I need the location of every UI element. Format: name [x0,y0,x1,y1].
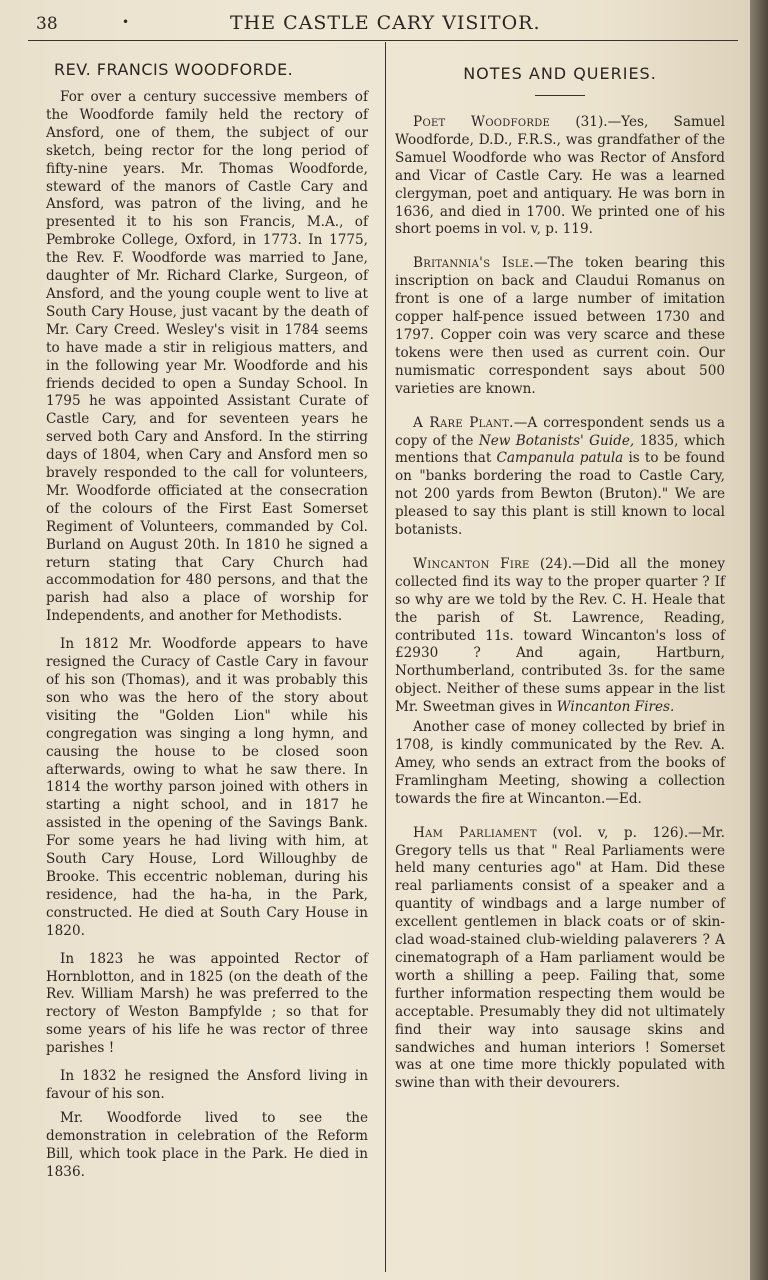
book-edge [750,0,768,1280]
note-heading: Wincanton Fire [413,555,530,572]
article-paragraph: For over a century successive members of the Woodforde family held the rectory of Ansford, one of them, the subject of our sketch, being rector for the long period of fifty-nine years. Mr. Thomas Woodforde, steward of the manors of Castle Cary and Ansford, was patron of the living, and he presented it to his son Francis, M.A., of Pembroke College, Oxford, in 1773. In 1775, the Rev. F. Woodforde was married to Jane, daughter of Mr. Richard Clarke, Surgeon, of Ansford, and the young couple went to live at South Cary House, just vacant by the death of Mr. Cary Creed. Wesley's visit in 1784 seems to have made a stir in religious matters, and in the following year Mr. Woodforde and his friends decided to open a Sunday School. In 1795 he was appointed Assistant Curate of Castle Cary, and for seventeen years he served both Cary and Ansford. In the stirring days of 1804, when Cary and Ansford men so bravely responded to the call for volunteers, Mr. Woodforde officiated at the consecration of the colours of the First East Somerset Regiment of Volunteers, commanded by Col. Burland on August 20th. In 1810 he signed a return stating that Cary Church had accommodation for 480 persons, and that the parish had also a place of worship for Independents, and another for Methodists. [46,89,368,625]
note-rare-plant [395,415,725,540]
note-text: (vol. v, p. 126).—Mr. Gregory tells us that " Real Parliaments were held many centuries ago" at Ham. Did these real parliaments consist of a speaker and a quantity of windbags and a large number of excellent gentlemen in black coats or of skin-clad woad-stained club-wielding palaverers ? A cinematograph of a Ham parliament would be worth a shilling a peep. Failing that, some further information respecting them would be acceptable. Presumably they did not ultimately find their way into sausage skins and sandwiches and human interiors ! Somerset was at one time more thickly populated with swine than with their devourers. [395,824,725,1092]
column-divider [385,42,386,1272]
left-column [46,56,368,1191]
article-paragraph: In 1823 he was appointed Rector of Hornblotton, and in 1825 (on the death of the Rev. William Marsh) he was preferred to the rectory of Weston Bampfylde ; so that for some years of his life he was rector of three parishes ! [46,950,368,1057]
note-italic: Wincanton Fires. [556,699,675,716]
note-text: (31).—Yes, Samuel Woodforde, D.D., F.R.S., was grandfather of the Samuel Woodforde who was Rector of Ansford and Vicar of Castle Cary. He was a learned clergyman, poet and antiquary. He was born in 1636, and died in 1700. We printed one of his short poems in vol. v, p. 119. [395,114,725,238]
note-text: —A correspondent sends us a copy of the [395,414,725,449]
header-rule [28,40,738,41]
note-heading: A Rare Plant. [413,414,514,431]
notes-title: NOTES AND QUERIES. [463,64,657,83]
page-number: 38 [36,14,58,34]
note-text: is to be found on "banks bordering the road to Castle Cary, not 200 yards from Bewton (Bruton)." We are pleased to say this plant is still known to local botanists. [395,450,726,539]
note-wincanton-fire [395,556,725,717]
page-header [0,8,750,38]
note-text: 1835, which mentions that [395,432,725,467]
article-paragraph: In 1832 he resigned the Ansford living in favour of his son. [46,1068,368,1102]
note-heading: Ham Parliament [413,824,537,841]
note-italic: Campanula patula [496,450,624,467]
notes-rule [535,95,585,96]
note-poet-woodforde [395,114,725,239]
note-heading: Poet Woodforde [413,114,551,130]
right-column [395,56,725,1109]
note-wincanton-fire-continued: Another case of money collected by brief in 1708, is kindly communicated by the Rev. A. Amey, who sends an extract from the books of Framlingham Meeting, showing a collection towards the fire at Wincanton.—Ed. [395,719,725,807]
header-dot: • [122,15,130,29]
note-text: —The token bearing this inscription on back and Claudui Romanus on front is one of a large number of imitation copper half-pence issued between 1730 and 1797. Copper coin was very scarce and these tokens were then used as current coin. Our numismatic correspondent says about 500 varieties are known. [395,255,725,397]
article-paragraph: Mr. Woodforde lived to see the demonstration in celebration of the Reform Bill, which took place in the Park. He died in 1836. [46,1109,368,1180]
running-title: THE CASTLE CARY VISITOR. [230,12,541,34]
note-ham-parliament [395,825,725,1094]
article-paragraph: In 1812 Mr. Woodforde appears to have resigned the Curacy of Castle Cary in favour of his son (Thomas), and it was probably this son who was the hero of the story about visiting the "Golden Lion" while his congregation was singing a long hymn, and causing the house to be closed soon afterwards, owing to what he saw there. In 1814 the worthy parson joined with others in starting a night school, and in 1817 he assisted in the opening of the Savings Bank. For some years he had living with him, at South Cary House, Lord Willoughby de Brooke. This eccentric nobleman, during his residence, had the ha-ha, in the Park, constructed. He died at South Cary House in 1820. [46,636,368,939]
note-italic: New Botanists' Guide, [478,432,635,449]
article-title: REV. FRANCIS WOODFORDE. [54,60,294,79]
note-heading: Britannia's Isle. [413,255,535,272]
note-britannias-isle [395,255,725,398]
note-text: (24).—Did all the money collected find its way to the proper quarter ? If so why are we told by the Rev. C. H. Heale that the parish of St. Lawrence, Reading, contributed 11s. toward Wincanton's loss of £2930 ? And again, Hartburn, Northumberland, contributed 3s. for the same object. Neither of these sums appear in the list Mr. Sweetman gives in [395,555,725,716]
